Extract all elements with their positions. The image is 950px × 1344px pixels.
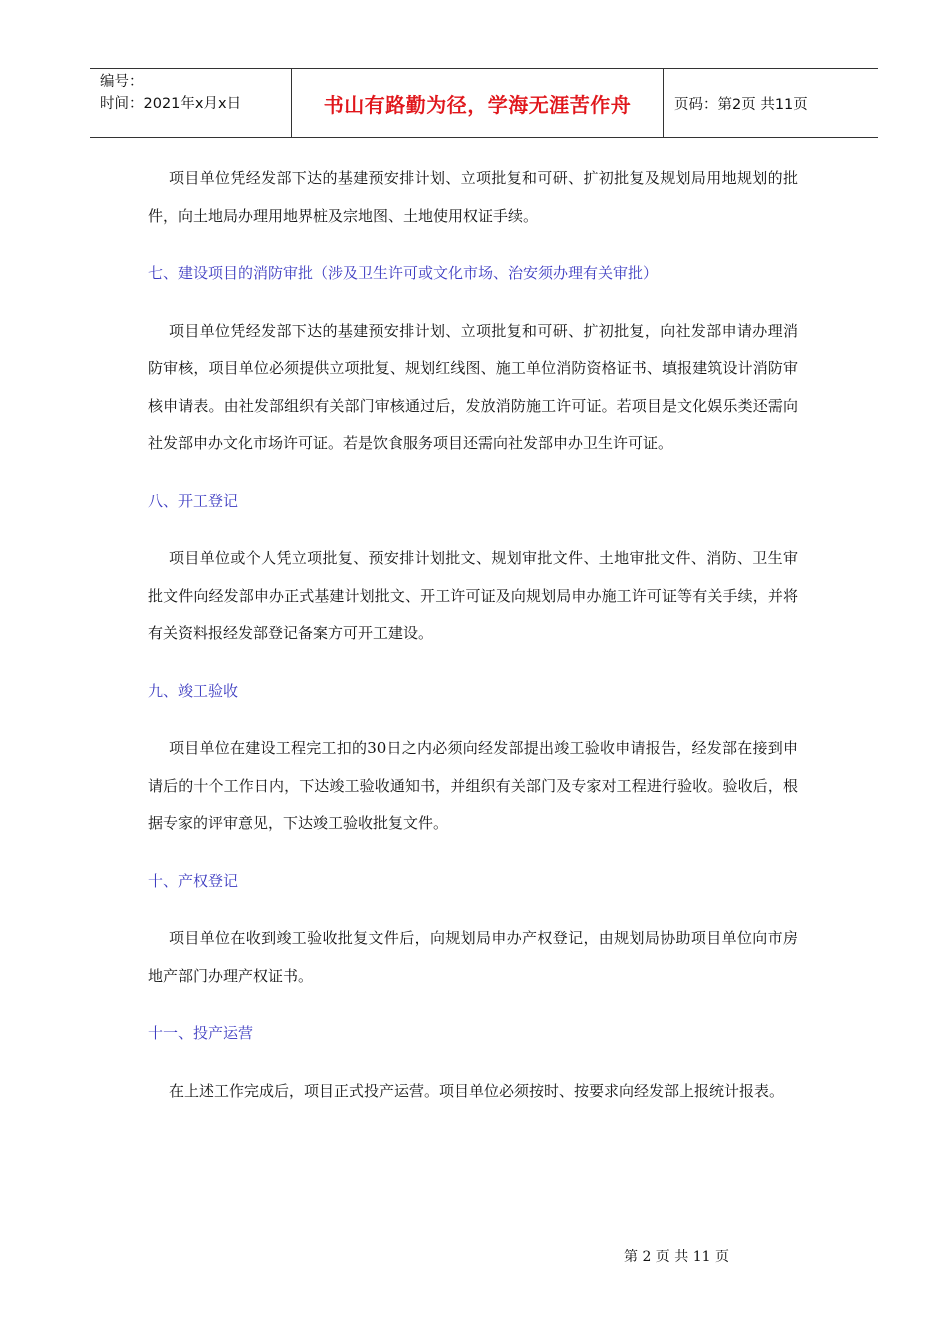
paragraph-fire-approval: 项目单位凭经发部下达的基建预安排计划、立项批复和可研、扩初批复，向社发部申请办理消防审核，项目单位必须提供立项批复、规划红线图、施工单位消防资格证书、填报建筑设计消防审核申请表。由社发部组织有关部门审核通过后，发放消防施工许可证。若项目是文化娱乐类还需向社发部申办文化市场许可证。若是饮食服务项目还需向社发部申办卫生许可证。	[148, 321, 798, 452]
section-heading-operation: 十一、投产运营	[148, 1024, 254, 1042]
document-body	[148, 160, 798, 1110]
header-motto: 书山有路勤为径，学海无涯苦作舟	[323, 92, 632, 117]
paragraph-construction-registration: 项目单位或个人凭立项批复、预安排计划批文、规划审批文件、土地审批文件、消防、卫生审批文件向经发部申办正式基建计划批文、开工许可证及向规划局申办施工许可证等有关手续，并将有关资料报经发部登记备案方可开工建设。	[148, 549, 798, 642]
document-number-label: 编号：	[100, 74, 144, 90]
header-motto-cell	[291, 69, 664, 137]
page-footer: 第 2 页 共 11 页	[624, 1249, 729, 1265]
paragraph-operation: 在上述工作完成后，项目正式投产运营。项目单位必须按时、按要求向经发部上报统计报表。	[169, 1081, 785, 1100]
section-heading-completion-acceptance: 九、竣工验收	[148, 681, 239, 700]
page-header	[90, 68, 878, 138]
section-heading-construction-registration: 八、开工登记	[148, 491, 239, 510]
paragraph-completion-acceptance: 项目单位在建设工程完工扣的30日之内必须向经发部提出竣工验收申请报告，经发部在接到申请后的十个工作日内，下达竣工验收通知书，并组织有关部门及专家对工程进行验收。验收后，根据专家的评审意见，下达竣工验收批复文件。	[148, 739, 798, 832]
section-heading-fire-approval: 七、建设项目的消防审批（涉及卫生许可或文化市场、治安须办理有关审批）	[148, 264, 659, 282]
section-heading-property-registration: 十、产权登记	[148, 871, 239, 890]
header-page-code: 页码：第2页 共11页	[674, 96, 808, 113]
paragraph-property-registration: 项目单位在收到竣工验收批复文件后，向规划局申办产权登记，由规划局协助项目单位向市房地产部门办理产权证书。	[148, 929, 798, 985]
document-time-label: 时间：2021年x月x日	[100, 96, 242, 112]
header-meta	[90, 69, 291, 137]
paragraph-land-procedures: 项目单位凭经发部下达的基建预安排计划、立项批复和可研、扩初批复及规划局用地规划的批件，向土地局办理用地界桩及宗地图、土地使用权证手续。	[148, 169, 798, 225]
